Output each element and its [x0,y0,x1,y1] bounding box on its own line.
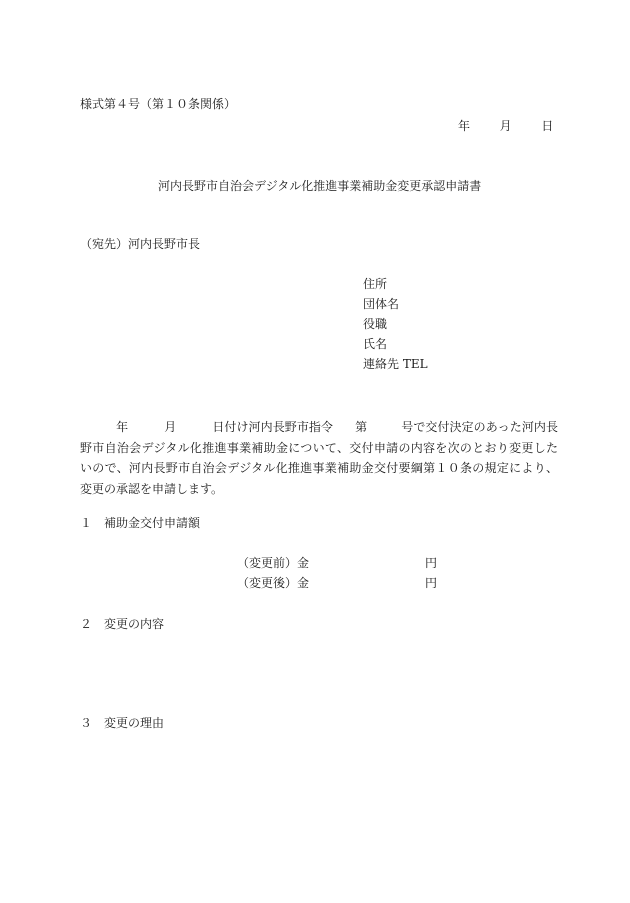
form-number: 様式第４号（第１０条関係） [80,97,237,111]
section-1-number: １ [80,516,93,530]
body-dai: 第 [355,420,368,434]
applicant-tel-label: 連絡先 TEL [363,357,428,371]
amount-before-label: （変更前）金 [237,556,310,570]
recipient: （宛先）河内長野市長 [80,237,201,251]
applicant-position-label: 役職 [363,317,388,331]
section-1-heading [80,517,200,529]
amount-after-label: （変更後）金 [237,576,310,590]
body-year: 年 [116,420,129,434]
body-month: 月 [164,420,177,434]
amount-before-row [237,557,437,569]
amount-after-row [237,577,437,589]
section-3-heading [80,717,164,729]
applicant-organization-label: 団体名 [363,297,400,311]
applicant-address-label: 住所 [363,277,388,291]
date-month-label: 月 [499,119,512,133]
date-year-label: 年 [458,119,471,133]
body-date-ref: 日付け河内長野市指令 [212,420,334,434]
applicant-name-label: 氏名 [363,337,388,351]
amount-before-unit: 円 [425,556,438,570]
body-text-rest: 号で交付決定のあった河内長野市自治会デジタル化推進事業補助金について、交付申請の内容を次のとおり変更したいので、河内長野市自治会デジタル化推進事業補助金交付要綱第１０条の規定により、変更の承認を申請します。 [80,420,558,496]
document-title: 河内長野市自治会デジタル化推進事業補助金変更承認申請書 [158,179,482,193]
section-1-title: 補助金交付申請額 [104,516,201,530]
section-2-number: ２ [80,617,93,631]
body-paragraph [80,417,558,499]
date-day-label: 日 [541,119,554,133]
date-line [458,120,553,132]
section-3-number: ３ [80,716,93,730]
amount-after-unit: 円 [425,576,438,590]
section-2-title: 変更の内容 [104,617,165,631]
section-3-title: 変更の理由 [104,716,165,730]
applicant-block [363,278,428,378]
section-2-heading [80,618,164,630]
